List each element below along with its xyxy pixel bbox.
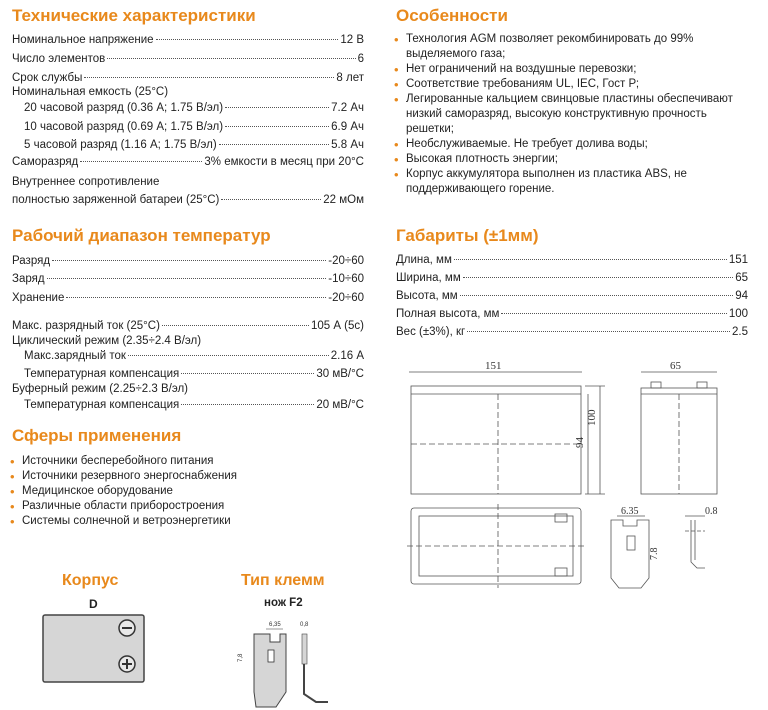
spec-row: Заряд -10÷60 — [12, 273, 364, 285]
spec-row: Хранение -20÷60 — [12, 292, 364, 304]
list-item: • Технология AGM позволяет рекомбинировать до 99% выделяемого газа; — [394, 32, 754, 62]
svg-text:100: 100 — [586, 409, 598, 426]
svg-text:65: 65 — [670, 360, 681, 372]
list-item: • Источники резервного энергоснабжения — [10, 469, 237, 484]
dim-row: Полная высота, мм 100 — [396, 308, 748, 320]
list-item: • Нет ограничений на воздушные перевозки; — [394, 62, 754, 77]
capacity-title: Номинальная емкость (25°C) — [12, 86, 169, 98]
svg-text:0,8: 0,8 — [300, 622, 309, 628]
spec-row: Макс. разрядный ток (25°C) 105 А (5с) — [12, 320, 364, 332]
terminal-icon — [236, 612, 336, 708]
dimension-drawing — [405, 356, 735, 596]
svg-text:6.35: 6.35 — [621, 506, 639, 517]
list-item: • Корпус аккумулятора выполнен из пластика ABS, не поддерживающего горение. — [394, 167, 754, 197]
svg-text:94: 94 — [574, 437, 586, 448]
spec-row: Число элементов 6 — [12, 53, 364, 65]
case-title: Корпус — [62, 572, 119, 589]
list-item: • Системы солнечной и ветроэнергетики — [10, 514, 237, 529]
resistance-label: Внутреннее сопротивление — [12, 176, 160, 188]
spec-row: Номинальное напряжение 12 В — [12, 34, 364, 46]
list-item: • Необслуживаемые. Не требует долива воды; — [394, 137, 754, 152]
spec-row: Саморазряд 3% емкости в месяц при 20°C — [12, 156, 364, 168]
features-list — [394, 32, 754, 197]
svg-text:7.8: 7.8 — [649, 547, 660, 560]
svg-text:7,8: 7,8 — [238, 653, 244, 662]
spec-row: Температурная компенсация 30 мВ/°C — [24, 368, 364, 380]
spec-row: Макс.зарядный ток 2.16 А — [24, 350, 364, 362]
temp-title: Рабочий диапазон температур — [12, 226, 271, 245]
list-item: • Различные области приборостроения — [10, 499, 237, 514]
case-value: D — [89, 597, 98, 611]
spec-row: полностью заряженной батареи (25°C) 22 мОм — [12, 194, 364, 206]
cyclic-title: Циклический режим (2.35÷2.4 В/эл) — [12, 335, 202, 347]
tech-title: Технические характеристики — [12, 6, 256, 25]
dim-row: Ширина, мм 65 — [396, 272, 748, 284]
spec-row: Температурная компенсация 20 мВ/°C — [24, 399, 364, 411]
dim-row: Высота, мм 94 — [396, 290, 748, 302]
apps-list — [10, 454, 237, 529]
dims-title: Габариты (±1мм) — [396, 226, 539, 245]
terminal-value: нож F2 — [264, 597, 303, 609]
svg-text:151: 151 — [485, 360, 502, 372]
buffer-title: Буферный режим (2.25÷2.3 В/эл) — [12, 383, 189, 395]
spec-row: 20 часовой разряд (0.36 А; 1.75 В/эл) 7.2 Ач — [24, 102, 364, 114]
features-title: Особенности — [396, 6, 508, 25]
list-item: • Источники бесперебойного питания — [10, 454, 237, 469]
apps-title: Сферы применения — [12, 426, 182, 445]
list-item: • Легированные кальцием свинцовые пластины обеспечивают низкий саморазряд, высокую конструктивную прочность решетки; — [394, 92, 754, 137]
spec-row: Разряд -20÷60 — [12, 255, 364, 267]
spec-row: 5 часовой разряд (1.16 А; 1.75 В/эл) 5.8 Ач — [24, 139, 364, 151]
dim-row: Длина, мм 151 — [396, 254, 748, 266]
case-icon — [42, 614, 146, 684]
spec-row: 10 часовой разряд (0.69 А; 1.75 В/эл) 6.9 Ач — [24, 121, 364, 133]
spec-row: Срок службы 8 лет — [12, 72, 364, 84]
list-item: • Соответствие требованиям UL, IEC, Гост Р; — [394, 77, 754, 92]
list-item: • Медицинское оборудование — [10, 484, 237, 499]
list-item: • Высокая плотность энергии; — [394, 152, 754, 167]
svg-text:0.8: 0.8 — [705, 506, 718, 517]
terminal-title: Тип клемм — [241, 572, 325, 589]
dim-row: Вес (±3%), кг 2.5 — [396, 326, 748, 338]
svg-text:6,35: 6,35 — [269, 622, 281, 628]
